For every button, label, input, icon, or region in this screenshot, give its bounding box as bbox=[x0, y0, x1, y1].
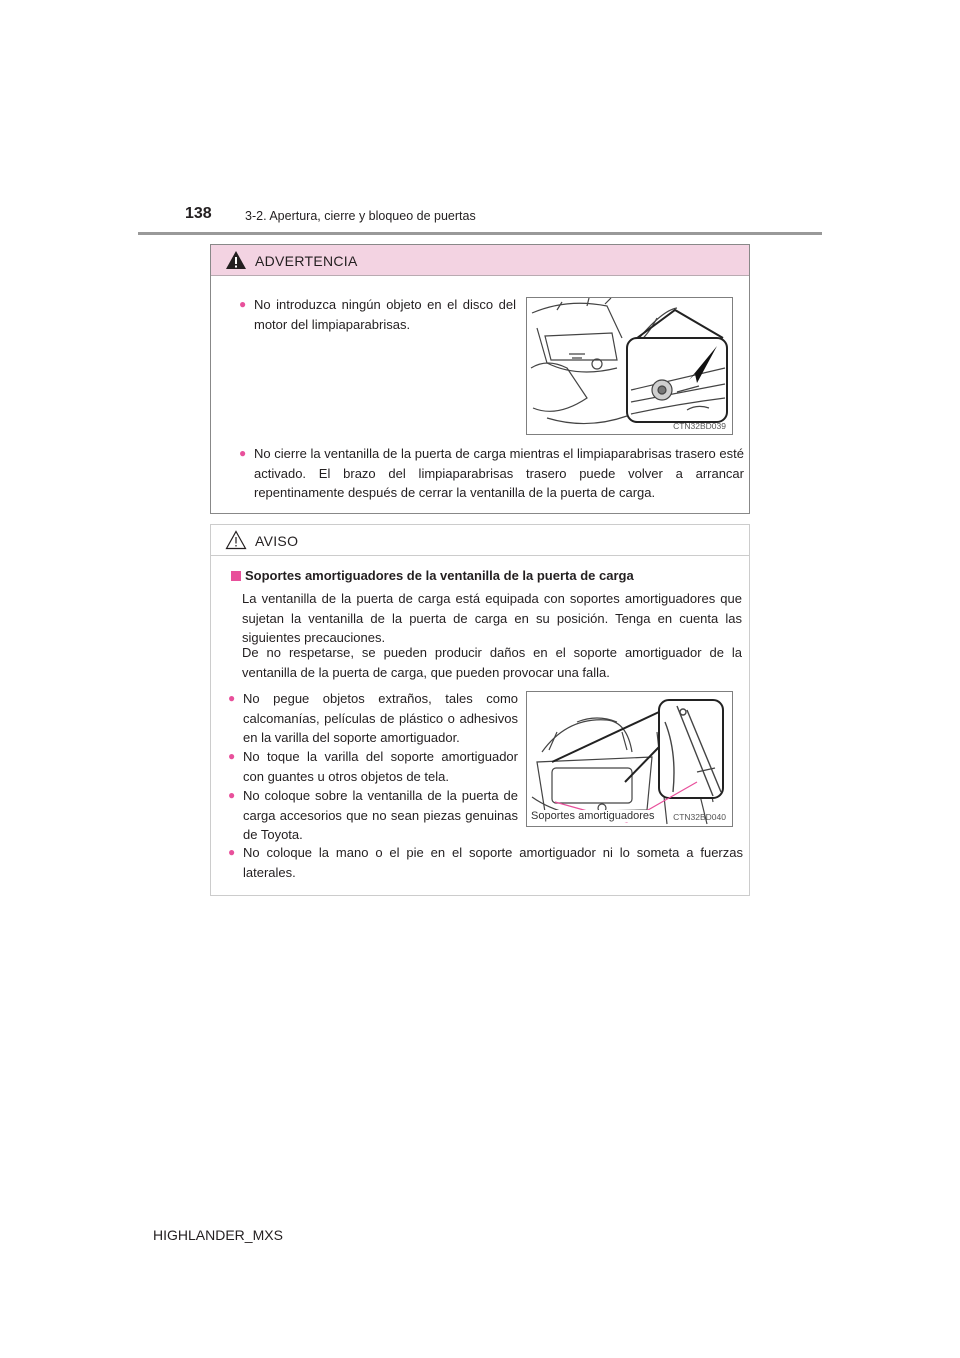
illustration-code: CTN32BD039 bbox=[673, 421, 726, 431]
illustration-code: CTN32BD040 bbox=[673, 812, 726, 822]
gas-struts-drawing bbox=[527, 692, 733, 827]
notice-heading-text: Soportes amortiguadores de la ventanilla de la puerta de carga bbox=[245, 568, 634, 583]
illustration-caption: Soportes amortiguadores bbox=[531, 810, 655, 822]
square-bullet-icon bbox=[231, 571, 241, 581]
warning-bullet-1 bbox=[239, 295, 516, 334]
footer-model: HIGHLANDER_MXS bbox=[153, 1227, 283, 1243]
caution-icon bbox=[225, 530, 247, 550]
notice-header bbox=[211, 525, 749, 556]
notice-bullet-2 bbox=[228, 747, 518, 786]
page-number: 138 bbox=[185, 205, 212, 222]
warning-bullet-2 bbox=[239, 444, 744, 503]
notice-bullet-4 bbox=[228, 843, 743, 882]
bullet-dot-icon: ● bbox=[228, 691, 236, 705]
notice-bullet-1-text: No pegue objetos extraños, tales como calcomanías, películas de plástico o adhesivos en la varilla del soporte amortiguador. bbox=[243, 691, 518, 745]
header-rule bbox=[138, 232, 822, 235]
bullet-dot-icon: ● bbox=[239, 297, 247, 311]
wiper-motor-illustration bbox=[526, 297, 733, 435]
notice-box bbox=[210, 524, 750, 896]
bullet-dot-icon: ● bbox=[228, 845, 236, 859]
bullet-dot-icon: ● bbox=[228, 749, 236, 763]
notice-bullet-1 bbox=[228, 689, 518, 748]
gas-struts-illustration bbox=[526, 691, 733, 827]
notice-bullet-3-text: No coloque sobre la ventanilla de la puerta de carga accesorios que no sean piezas genuinas de Toyota. bbox=[243, 788, 518, 842]
bullet-dot-icon: ● bbox=[239, 446, 247, 460]
section-title: 3-2. Apertura, cierre y bloqueo de puertas bbox=[245, 209, 476, 223]
notice-bullet-4-text: No coloque la mano o el pie en el soporte amortiguador ni lo someta a fuerzas laterales. bbox=[243, 845, 743, 880]
warning-bullet-1-text: No introduzca ningún objeto en el disco del motor del limpiaparabrisas. bbox=[254, 297, 516, 332]
notice-label: AVISO bbox=[255, 533, 299, 549]
warning-label: ADVERTENCIA bbox=[255, 253, 358, 269]
bullet-dot-icon: ● bbox=[228, 788, 236, 802]
notice-heading bbox=[231, 568, 634, 583]
notice-bullet-3 bbox=[228, 786, 518, 845]
notice-intro-2: De no respetarse, se pueden producir daños en el soporte amortiguador de la ventanilla de la puerta de carga, que pueden provocar una falla. bbox=[242, 645, 742, 680]
warning-bullet-2-text: No cierre la ventanilla de la puerta de carga mientras el limpiaparabrisas trasero esté activado. El brazo del limpiaparabrisas trasero puede volver a arrancar repentinamente después de cerrar la ventanilla de la puerta de carga. bbox=[254, 446, 744, 500]
warning-icon bbox=[225, 250, 247, 270]
wiper-motor-drawing bbox=[527, 298, 733, 435]
notice-bullet-2-text: No toque la varilla del soporte amortiguador con guantes u otros objetos de tela. bbox=[243, 749, 518, 784]
warning-box bbox=[210, 244, 750, 514]
notice-intro-1: La ventanilla de la puerta de carga está equipada con soportes amortiguadores que sujetan la ventanilla de la puerta de carga en su posición. Tenga en cuenta las siguientes precauciones. bbox=[242, 591, 742, 645]
warning-header bbox=[211, 245, 749, 276]
